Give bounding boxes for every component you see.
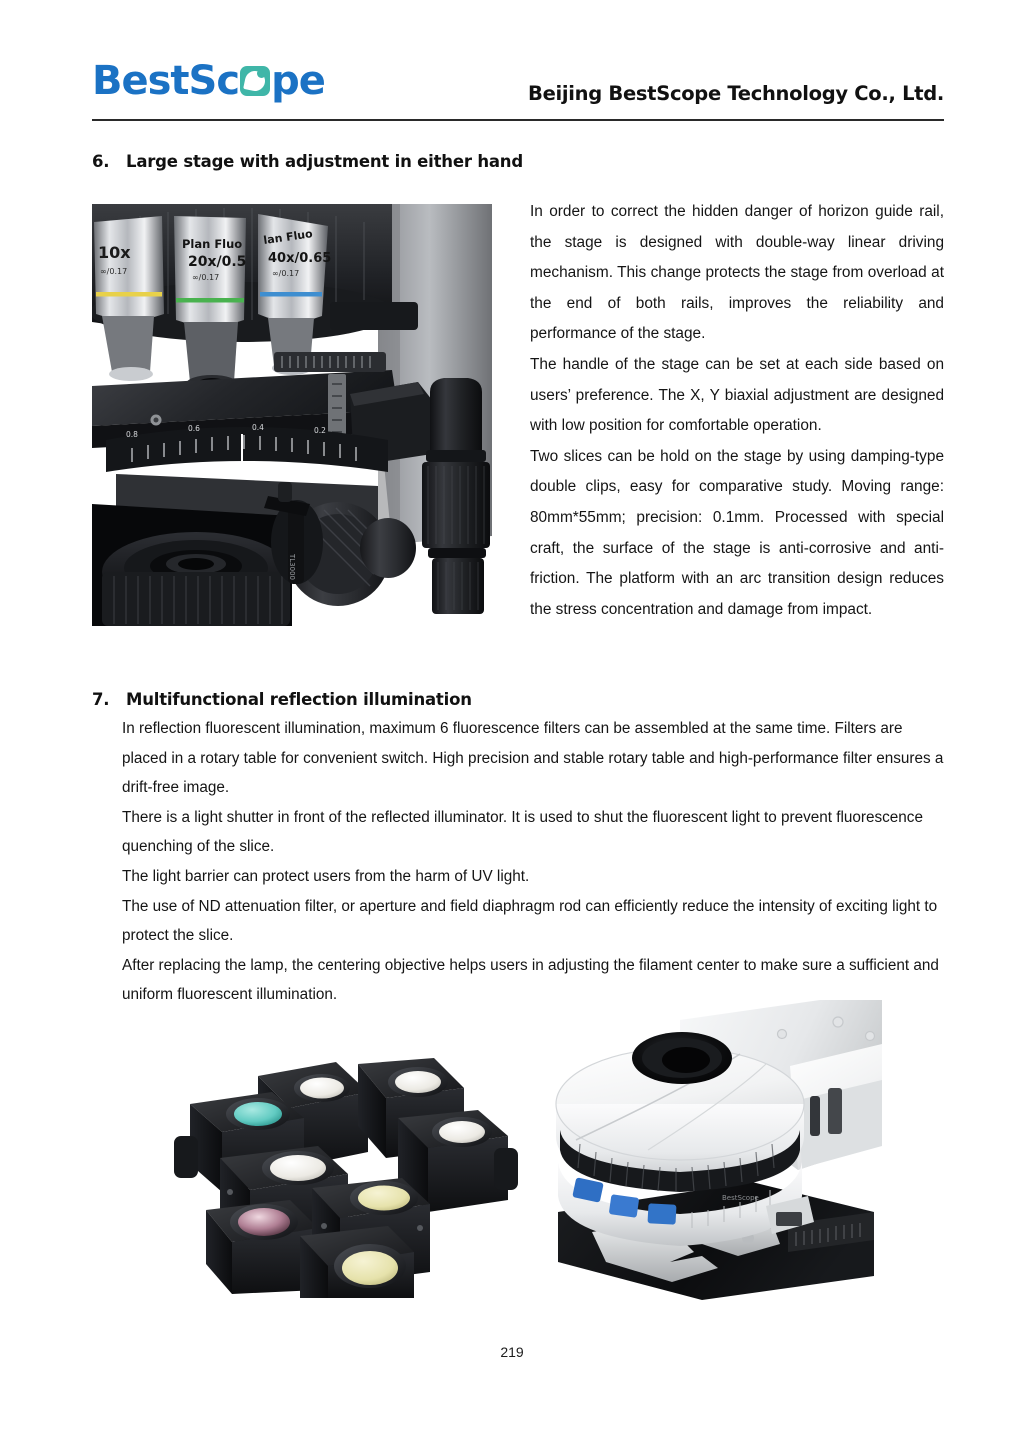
section-6-title: Large stage with adjustment in either hand (126, 152, 523, 171)
section-6-paragraph-1: In order to correct the hidden danger of horizon guide rail, the stage is designed with double-way linear driving mechanism. This change protects the stage from overload at the end of both rails, improves the reliability and performance of the stage. (530, 203, 944, 343)
svg-text:TL3000: TL3000 (288, 554, 296, 580)
microscope-stage-illustration (92, 204, 492, 626)
filter-turret-photo (552, 1000, 882, 1304)
section-7-title: Multifunctional reflection illumination (126, 690, 472, 709)
section-6-paragraph-2: The handle of the stage can be set at each side based on users’ preference. The X, Y biaxial adjustment are designed with low position for comfortable operation. (530, 355, 944, 435)
filter-cubes-photo (172, 1040, 520, 1298)
logo-droplet-icon (240, 66, 270, 96)
section-7-paragraph-2: There is a light shutter in front of the reflected illuminator. It is used to shut the fluorescent light to prevent fluorescence quenching of the slice. (122, 808, 923, 856)
page-number: 219 (500, 1344, 524, 1360)
svg-text:0.8: 0.8 (126, 430, 138, 439)
section-6-heading (92, 152, 792, 171)
svg-text:lan Fluo: lan Fluo (262, 227, 314, 247)
filter-turret-illustration (552, 1000, 882, 1304)
microscope-stage-photo (92, 204, 492, 626)
page-header (92, 58, 944, 120)
svg-text:0.2: 0.2 (314, 426, 326, 435)
section-7-heading (92, 690, 852, 709)
bestscope-logo (92, 58, 325, 104)
svg-text:0.4: 0.4 (252, 423, 264, 432)
logo-text-part1: BestSc (92, 58, 240, 104)
company-name: Beijing BestScope Technology Co., Ltd. (528, 82, 944, 105)
svg-text:∞/0.17: ∞/0.17 (100, 267, 128, 276)
section-7-paragraph-4: The use of ND attenuation filter, or aperture and field diaphragm rod can efficiently reduce the intensity of exciting light to protect the slice. (122, 897, 938, 945)
svg-text:Plan Fluo: Plan Fluo (182, 237, 243, 251)
svg-text:40x/0.65: 40x/0.65 (268, 251, 332, 266)
section-7-paragraph-3: The light barrier can protect users from the harm of UV light. (122, 867, 530, 885)
svg-text:∞/0.17: ∞/0.17 (272, 269, 300, 278)
svg-text:0.6: 0.6 (188, 424, 200, 433)
logo-text-part2: pe (271, 58, 325, 104)
section-6-body (530, 197, 944, 625)
section-7-body (122, 714, 944, 1010)
filter-cubes-illustration (172, 1040, 520, 1298)
svg-text:10x: 10x (98, 243, 131, 262)
header-divider (92, 119, 944, 121)
section-7-paragraph-1: In reflection fluorescent illumination, maximum 6 fluorescence filters can be assembled at the same time. Filters are placed in a rotary table for convenient switch. High precision and stable rotary table and high-performance filter ensures a drift-free image. (122, 720, 944, 797)
svg-text:BestScope: BestScope (722, 1194, 759, 1202)
svg-text:∞/0.17: ∞/0.17 (192, 273, 220, 282)
svg-text:20x/0.5: 20x/0.5 (188, 254, 247, 270)
section-6-number: 6. (92, 152, 110, 171)
section-7-number: 7. (92, 690, 110, 709)
section-7-paragraph-5: After replacing the lamp, the centering objective helps users in adjusting the filament center to make sure a sufficient and uniform fluorescent illumination. (122, 956, 939, 1004)
section-6-paragraph-3: Two slices can be hold on the stage by using damping-type double clips, easy for comparative study. Moving range: 80mm*55mm; precision: 0.1mm. Processed with special craft, the surface of the stage is anti-corrosive and anti-friction. The platform with an arc transition design reduces the stress concentration and damage from impact. (530, 447, 944, 618)
